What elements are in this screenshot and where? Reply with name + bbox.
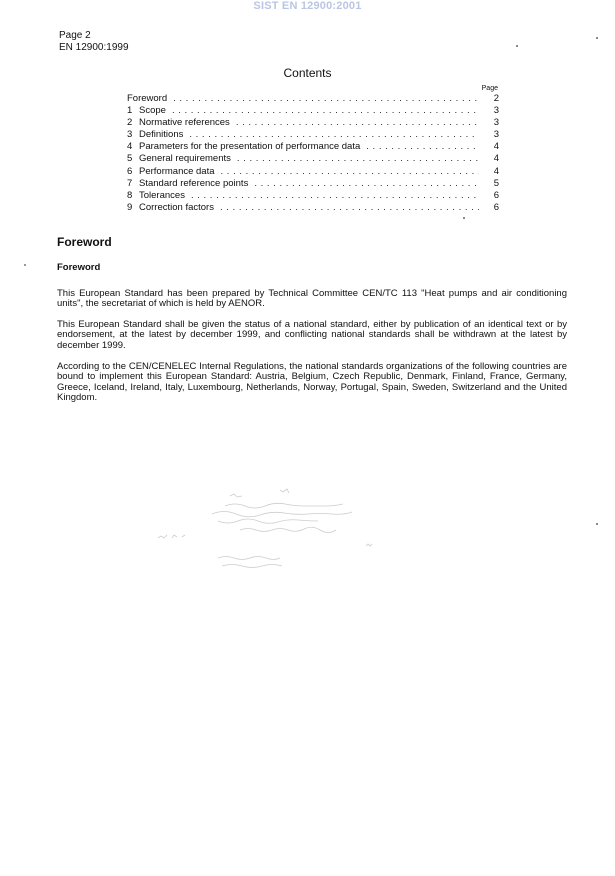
toc-page-column-label: Page xyxy=(481,85,498,92)
toc-leader-dots xyxy=(189,129,479,141)
toc-entry-page: 3 xyxy=(493,105,499,117)
toc-entry xyxy=(127,202,499,214)
foreword-paragraph: According to the CEN/CENELEC Internal Regulations, the national standards organizations of the following countries are bound to implement this European Standard: Austria, Belgium, Czech Republic, Denmark, Finland, France, Germany, Greece, Iceland, Ireland, Italy, Luxembourg, Netherlands, Norway, Portugal, Spain, Sweden, Switzerland and the United Kingdom. xyxy=(57,361,567,404)
scan-speck xyxy=(24,264,26,266)
toc-entry-title: Standard reference points xyxy=(139,177,249,189)
toc-entry-number: 7 xyxy=(127,177,133,189)
toc-entry xyxy=(127,141,499,153)
toc-entry xyxy=(127,153,499,165)
toc-leader-dots xyxy=(191,190,479,202)
toc-entry-number: 1 xyxy=(127,105,133,117)
scan-speck xyxy=(516,45,518,47)
toc-entry-page: 6 xyxy=(493,201,499,213)
foreword-paragraph: This European Standard shall be given the status of a national standard, either by publication of an identical text or by endorsement, at the latest by december 1999, and conflicting national standards shall be withdrawn at the latest by december 1999. xyxy=(57,319,567,351)
toc-entry xyxy=(127,129,499,141)
toc-entry-number: 8 xyxy=(127,189,133,201)
toc-entry-number: 2 xyxy=(127,117,133,129)
toc-leader-dots xyxy=(172,105,479,117)
toc-leader-dots xyxy=(237,153,479,165)
toc-entry-title: Definitions xyxy=(139,129,184,141)
toc-entry-number: 5 xyxy=(127,153,133,165)
toc-entry xyxy=(127,105,499,117)
toc-entry xyxy=(127,117,499,129)
toc-entry-page: 4 xyxy=(493,165,499,177)
scan-speck xyxy=(596,37,598,39)
toc-entry-title: Scope xyxy=(139,105,166,117)
toc-entry-title: Correction factors xyxy=(139,201,214,213)
toc-entry-page: 2 xyxy=(493,93,499,104)
toc-entry-page: 3 xyxy=(493,129,499,141)
scan-speck xyxy=(463,217,465,219)
toc-entry xyxy=(127,190,499,202)
toc-leader-dots xyxy=(236,117,479,129)
toc-entry-title: Parameters for the presentation of performance data xyxy=(139,141,361,153)
toc-entries xyxy=(127,93,499,214)
toc-entry xyxy=(127,178,499,190)
toc-entry-number: 9 xyxy=(127,201,133,213)
toc-entry-page: 4 xyxy=(493,153,499,165)
toc-entry-number: 4 xyxy=(127,141,133,153)
table-of-contents xyxy=(127,84,499,214)
toc-entry-page: 4 xyxy=(493,141,499,153)
toc-entry-number: 6 xyxy=(127,165,133,177)
toc-entry-title: General requirements xyxy=(139,153,231,165)
toc-entry-page: 5 xyxy=(493,177,499,189)
toc-leader-dots xyxy=(220,202,479,214)
foreword-heading: Foreword xyxy=(57,235,112,249)
toc-entry-title: Performance data xyxy=(139,165,215,177)
toc-leader-dots xyxy=(254,178,479,190)
toc-entry-number: 3 xyxy=(127,129,133,141)
standard-number: EN 12900:1999 xyxy=(59,42,129,53)
toc-entry-title: Normative references xyxy=(139,117,230,129)
toc-entry-page: 6 xyxy=(493,189,499,201)
toc-entry-page: 3 xyxy=(493,117,499,129)
toc-leader-dots xyxy=(173,93,479,105)
scan-speck xyxy=(596,523,598,525)
toc-entry-title: Foreword xyxy=(127,93,168,104)
toc-entry xyxy=(127,166,499,178)
page-number: Page 2 xyxy=(59,30,91,41)
toc-leader-dots xyxy=(221,166,479,178)
toc-leader-dots xyxy=(366,141,479,153)
toc-entry-title: Tolerances xyxy=(139,189,185,201)
foreword-paragraph: This European Standard has been prepared by Technical Committee CEN/TC 113 "Heat pumps and air conditioning units", the secretariat of which is held by AENOR. xyxy=(57,288,567,310)
toc-entry xyxy=(127,93,499,105)
page-header xyxy=(59,30,129,54)
foreword-subheading: Foreword xyxy=(57,262,101,273)
document-watermark: SIST EN 12900:2001 xyxy=(253,0,362,12)
faded-stamp-mark xyxy=(150,480,390,570)
contents-title: Contents xyxy=(283,66,332,80)
